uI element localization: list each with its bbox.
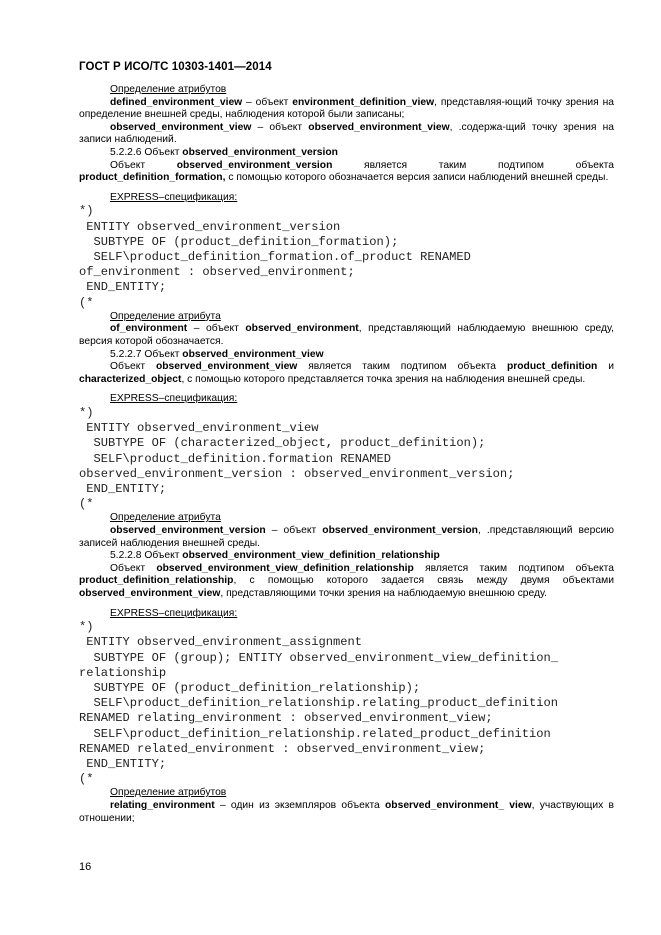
section-heading-5228: 5.2.2.8 Объект observed_environment_view_definition_relationship	[110, 550, 440, 562]
page-number: 16	[79, 861, 92, 873]
attribute-heading: Определение атрибута	[110, 310, 221, 322]
document-header: ГОСТ Р ИСО/ТС 10303-1401—2014	[79, 61, 272, 73]
section-heading-5226: 5.2.2.6 Объект observed_environment_version	[110, 146, 338, 158]
express-heading: EXPRESS–спецификация:	[110, 393, 238, 405]
express-heading: EXPRESS–спецификация:	[110, 191, 238, 203]
express-heading: EXPRESS–спецификация:	[110, 607, 238, 619]
attributes-heading: Определение атрибутов	[110, 787, 227, 799]
express-code-block: *) ENTITY observed_environment_assignment SUBTYPE OF (group); ENTITY observed_environment_view_definition_ relationship SUBTYPE OF (product_definition_relationship); SELF\product_definition_relationship.relating_product_definition RENAMED relating_environment : observed_environment_view; SELF\product_definition_relationship.related_product_definition RENAMED related_environment : observed_environment_view; END_ENTITY; (*	[79, 620, 558, 787]
section-heading-5227: 5.2.2.7 Объект observed_environment_view	[110, 348, 324, 360]
attribute-observed-environment-version: observed_environment_version – объект observed_environment_version, .представляющий версию записей наблюдения внешней среды.	[79, 524, 614, 549]
attribute-heading: Определение атрибута	[110, 512, 221, 524]
express-code-block: *) ENTITY observed_environment_view SUBTYPE OF (characterized_object, product_definition); SELF\product_definition.formation RENAMED observed_environment_version : observed_environment_version; END_ENTITY; (*	[79, 405, 515, 512]
express-code-block: *) ENTITY observed_environment_version SUBTYPE OF (product_definition_formation); SELF\product_definition_formation.of_product RENAMED of_environment : observed_environment; END_ENTITY; (*	[79, 204, 471, 310]
entity-description-version: Объект observed_environment_version является таким подтипом объекта product_definition_formation, с помощью которого обозначается версия записи наблюдений внешней среды.	[79, 159, 614, 184]
attributes-heading: Определение атрибутов	[110, 84, 227, 95]
attribute-relating-environment: relating_environment – один из экземпляров объекта observed_environment_ view, участвующих в отношении;	[79, 799, 614, 824]
entity-description-relationship: Объект observed_environment_view_definition_relationship является таким подтипом объекта product_definition_relationship, с помощью которого задается связь между двумя объектами observed_environment_view, представляющими точки зрения на наблюдаемую внешнюю среду.	[79, 562, 614, 599]
document-body	[79, 84, 614, 825]
entity-description-view: Объект observed_environment_view является таким подтипом объекта product_definition и characterized_object, с помощью которого представляется точка зрения на наблюдения внешней среды.	[79, 361, 614, 385]
attribute-of-environment: of_environment – объект observed_environment, представляющий наблюдаемую внешнюю среду, версия которой обозначается.	[79, 323, 615, 347]
attribute-observed-environment-view: observed_environment_view – объект observed_environment_view, .содержа-щий точку зрения на записи наблюдений.	[79, 121, 614, 146]
attribute-defined-environment-view: defined_environment_view – объект environment_definition_view, представляя-ющий точку зрения на определение внешней среды, наблюдения которой были записаны;	[79, 96, 614, 121]
